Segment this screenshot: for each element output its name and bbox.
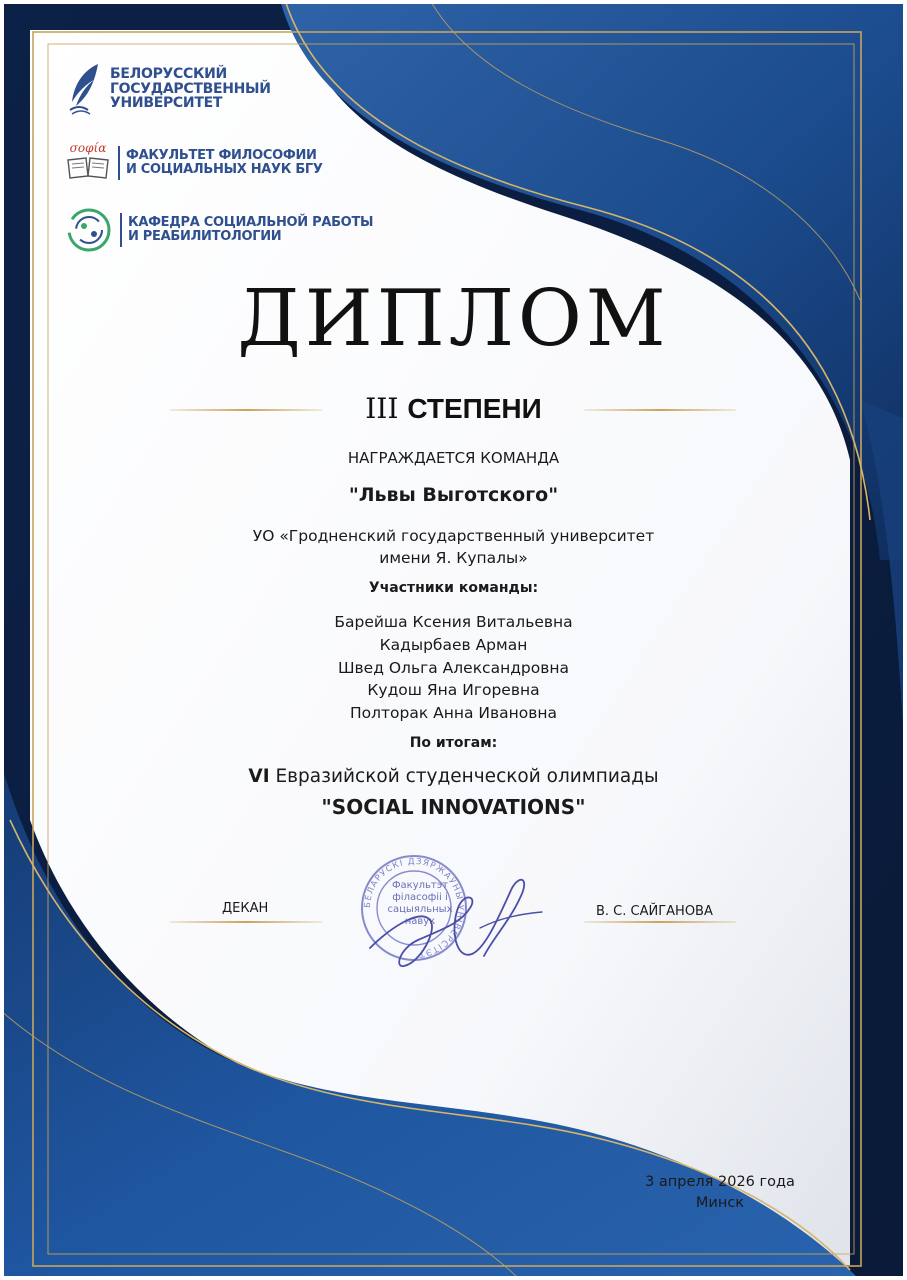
bsu-line1: БЕЛОРУССКИЙ bbox=[110, 65, 227, 82]
department-emblem-icon bbox=[64, 204, 114, 256]
bsu-line3: УНИВЕРСИТЕТ bbox=[110, 95, 223, 112]
member-item: Полторак Анна Ивановна bbox=[349, 704, 558, 723]
event-line bbox=[0, 766, 907, 787]
issue-date: 3 апреля 2026 года bbox=[645, 1174, 795, 1190]
degree-rule-right bbox=[584, 409, 736, 411]
logo-bsu bbox=[64, 62, 271, 116]
book-icon bbox=[66, 154, 110, 180]
event-name: "SOCIAL INNOVATIONS" bbox=[321, 795, 586, 819]
institution bbox=[0, 525, 907, 569]
faculty-line1: ФАКУЛЬТЕТ ФИЛОСОФИИ bbox=[126, 148, 317, 164]
member-item: Швед Ольга Александровна bbox=[337, 658, 570, 677]
institution-line2: имени Я. Купалы» bbox=[379, 549, 528, 567]
degree-heading bbox=[0, 392, 907, 425]
faculty-line2: И СОЦИАЛЬНЫХ НАУК БГУ bbox=[126, 162, 323, 177]
logo-divider-2 bbox=[120, 213, 122, 247]
stamp-line1: Факультэт bbox=[391, 880, 449, 891]
team-name: "Львы Выготского" bbox=[348, 484, 559, 506]
event-number: VI bbox=[248, 766, 270, 787]
footer bbox=[620, 1172, 820, 1214]
results-heading: По итогам: bbox=[409, 735, 498, 751]
degree-roman: III bbox=[365, 392, 399, 425]
diploma-title: ДИПЛОМ bbox=[237, 274, 670, 364]
members-list bbox=[0, 611, 907, 725]
logo-faculty bbox=[64, 142, 323, 184]
dean-rule-right bbox=[584, 921, 736, 923]
stamp-line4: навук bbox=[404, 916, 436, 927]
sophia-text: σοφία bbox=[69, 141, 107, 155]
sophia-emblem bbox=[64, 142, 112, 184]
logo-department bbox=[64, 204, 373, 256]
stamp-ring-text: БЕЛАРУСКІ ДЗЯРЖАЎНЫ ЎНІВЕРСІТЭТ bbox=[362, 856, 466, 959]
dean-rule-left bbox=[170, 921, 322, 923]
handwritten-signature bbox=[360, 868, 550, 978]
degree-word: СТЕПЕНИ bbox=[407, 393, 542, 424]
issue-city: Минск bbox=[695, 1195, 745, 1211]
stamp-line2: філасофіі і bbox=[392, 892, 448, 903]
dean-name: В. С. САЙГАНОВА bbox=[596, 904, 713, 919]
member-item: Кадырбаев Арман bbox=[379, 635, 528, 654]
logo-divider bbox=[118, 146, 120, 180]
quill-icon bbox=[64, 62, 104, 116]
event-description: Евразийской студенческой олимпиады bbox=[275, 766, 659, 787]
dean-label: ДЕКАН bbox=[222, 901, 269, 916]
stamp-line3: сацыяльных bbox=[387, 904, 453, 915]
department-line2: И РЕАБИЛИТОЛОГИИ bbox=[128, 229, 282, 244]
institution-line1: УО «Гродненский государственный университет bbox=[252, 527, 655, 545]
member-item: Барейша Ксения Витальевна bbox=[334, 613, 573, 631]
awarded-text: НАГРАЖДАЕТСЯ КОМАНДА bbox=[347, 449, 560, 467]
department-line1: КАФЕДРА СОЦИАЛЬНОЙ РАБОТЫ bbox=[128, 215, 374, 231]
members-heading: Участники команды: bbox=[368, 580, 539, 596]
member-item: Кудош Яна Игоревна bbox=[367, 681, 540, 700]
bsu-line2: ГОСУДАРСТВЕННЫЙ bbox=[110, 80, 271, 97]
